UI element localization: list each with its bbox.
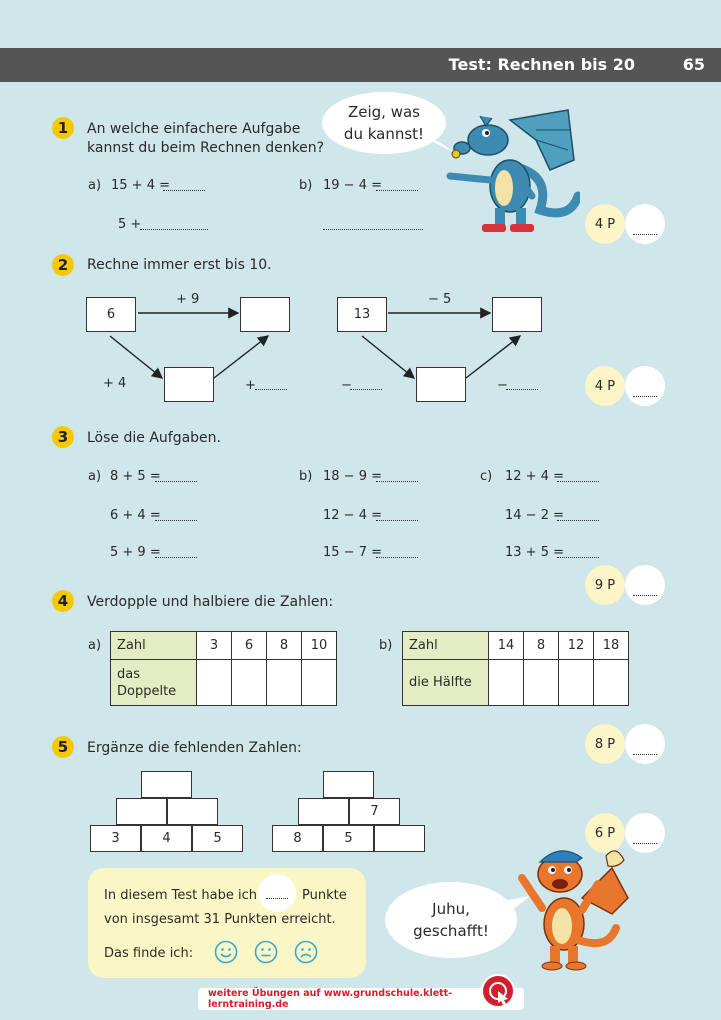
pyramid-right-top[interactable] <box>323 771 374 798</box>
task2-right-right-op: − <box>497 378 508 393</box>
task1-b-expression: 19 − 4 = <box>323 178 382 193</box>
smiley-neutral-icon[interactable] <box>254 940 278 964</box>
points-badge-task2: 4 P <box>585 366 625 406</box>
task-number-1: 1 <box>52 117 74 139</box>
points-score-task2[interactable] <box>625 366 665 406</box>
task2-right-left-op: − <box>341 378 352 393</box>
result-box <box>88 868 366 978</box>
task1-prompt-line1: An welche einfachere Aufgabe <box>87 121 301 137</box>
task4-b-answer-cell[interactable] <box>594 660 629 706</box>
task2-left-right-op-answer[interactable] <box>255 378 287 390</box>
task2-right-result-box[interactable] <box>492 297 542 332</box>
task-number-5: 5 <box>52 736 74 758</box>
speech-bubble-bottom <box>385 882 517 958</box>
task3-a-2-answer[interactable] <box>155 509 197 521</box>
speech-top-line1: Zeig, was <box>347 103 420 121</box>
task4-double-table <box>110 631 337 706</box>
task-number-4: 4 <box>52 590 74 612</box>
task2-right-start-box: 13 <box>337 297 387 332</box>
task4-a-answer-cell[interactable] <box>302 660 337 706</box>
task4-a-answer-cell[interactable] <box>197 660 232 706</box>
task4-b-row2-label: die Hälfte <box>403 660 489 706</box>
speech-bottom-line2: geschafft! <box>413 922 489 940</box>
task4-a-row2-line1: das <box>117 666 140 682</box>
task3-a-2: 6 + 4 = <box>110 508 161 523</box>
task4-a-row2-line2: Doppelte <box>117 683 177 699</box>
task4-a-answer-cell[interactable] <box>267 660 302 706</box>
pyramid-left-base: 4 <box>141 825 192 852</box>
task3-b-3: 15 − 7 = <box>323 545 382 560</box>
task3-a-1-answer[interactable] <box>155 470 197 482</box>
task4-a-value: 3 <box>197 632 232 660</box>
task3-a-1: 8 + 5 = <box>110 469 161 484</box>
result-line2: von insgesamt 31 Punkten erreicht. <box>104 912 336 927</box>
footer-text: weitere Übungen auf www.grundschule.klett-lerntraining.de <box>208 988 453 1010</box>
pyramid-left-middle[interactable] <box>167 798 218 825</box>
task3-prompt: Löse die Aufgaben. <box>87 430 221 446</box>
page-number: 65 <box>682 55 705 74</box>
task4-b-label: b) <box>379 638 393 653</box>
task4-a-head: Zahl <box>111 632 197 660</box>
points-badge-task4: 8 P <box>585 724 625 764</box>
task3-c-1-answer[interactable] <box>557 470 599 482</box>
task4-b-value: 14 <box>489 632 524 660</box>
points-badge-task3: 9 P <box>585 565 625 605</box>
task3-label-a: a) <box>88 469 102 484</box>
speech-top-line2: du kannst! <box>343 125 425 143</box>
smiley-happy-icon[interactable] <box>214 940 238 964</box>
task2-left-right-op: + <box>245 378 256 393</box>
task4-a-value: 10 <box>302 632 337 660</box>
points-badge-task1: 4 P <box>585 204 625 244</box>
task4-b-value: 12 <box>559 632 594 660</box>
pyramid-right-middle[interactable] <box>298 798 349 825</box>
result-line1-b: Punkte <box>302 888 347 903</box>
task3-c-3: 13 + 5 = <box>505 545 564 560</box>
task4-b-answer-cell[interactable] <box>489 660 524 706</box>
task3-a-3: 5 + 9 = <box>110 545 161 560</box>
task4-prompt: Verdopple und halbiere die Zahlen: <box>87 594 334 610</box>
task2-left-result-box[interactable] <box>240 297 290 332</box>
orange-dragon-icon <box>512 838 632 972</box>
task2-left-middle-box[interactable] <box>164 367 214 402</box>
page-title: Test: Rechnen bis 20 <box>448 55 635 74</box>
pyramid-right-middle: 7 <box>349 798 400 825</box>
task3-b-1: 18 − 9 = <box>323 469 382 484</box>
points-score-task3-line <box>633 595 657 596</box>
lerntraining-logo-icon[interactable] <box>480 973 516 1009</box>
task3-b-2: 12 − 4 = <box>323 508 382 523</box>
pyramid-left-base: 3 <box>90 825 141 852</box>
task3-b-3-answer[interactable] <box>376 546 418 558</box>
result-line1-a: In diesem Test habe ich <box>104 888 257 903</box>
task4-b-value: 8 <box>524 632 559 660</box>
task4-a-value: 8 <box>267 632 302 660</box>
task2-arrows <box>0 0 721 420</box>
points-score-task4-line <box>633 754 657 755</box>
points-score-task5-line <box>633 843 657 844</box>
pyramid-right-base: 8 <box>272 825 323 852</box>
task2-right-middle-box[interactable] <box>416 367 466 402</box>
task2-right-top-op: − 5 <box>428 292 452 307</box>
task-number-3: 3 <box>52 426 74 448</box>
task4-a-value: 6 <box>232 632 267 660</box>
result-score-line <box>266 898 288 899</box>
points-badge-task5: 6 P <box>585 813 625 853</box>
task5-prompt: Ergänze die fehlenden Zahlen: <box>87 740 302 756</box>
smiley-sad-icon[interactable] <box>294 940 318 964</box>
task3-c-3-answer[interactable] <box>557 546 599 558</box>
pyramid-right-base[interactable] <box>374 825 425 852</box>
task4-b-value: 18 <box>594 632 629 660</box>
task1-b-label: b) <box>299 178 313 193</box>
pyramid-left-middle[interactable] <box>116 798 167 825</box>
task3-label-b: b) <box>299 469 313 484</box>
task1-prompt-line2: kannst du beim Rechnen denken? <box>87 140 325 156</box>
pyramid-right-base: 5 <box>323 825 374 852</box>
points-score-task4[interactable] <box>625 724 665 764</box>
pyramid-left-base: 5 <box>192 825 243 852</box>
task1-a-expression: 15 + 4 = <box>111 178 170 193</box>
pyramid-left-top[interactable] <box>141 771 192 798</box>
task3-b-2-answer[interactable] <box>376 509 418 521</box>
task3-a-3-answer[interactable] <box>155 546 197 558</box>
task3-c-2: 14 − 2 = <box>505 508 564 523</box>
task3-label-c: c) <box>480 469 493 484</box>
task3-c-2-answer[interactable] <box>557 509 599 521</box>
result-score-field[interactable] <box>258 874 296 912</box>
task3-b-1-answer[interactable] <box>376 470 418 482</box>
task2-left-start-box: 6 <box>86 297 136 332</box>
task1-a-helper: 5 + <box>118 217 142 232</box>
task4-a-label: a) <box>88 638 102 653</box>
task4-b-answer-cell[interactable] <box>559 660 594 706</box>
task3-c-1: 12 + 4 = <box>505 469 564 484</box>
task2-prompt: Rechne immer erst bis 10. <box>87 257 272 273</box>
task4-a-answer-cell[interactable] <box>232 660 267 706</box>
task4-b-head: Zahl <box>403 632 489 660</box>
task4-b-answer-cell[interactable] <box>524 660 559 706</box>
points-score-task2-line <box>633 396 657 397</box>
points-score-task3[interactable] <box>625 565 665 605</box>
task-number-2: 2 <box>52 254 74 276</box>
task4-a-row2-label <box>111 660 197 706</box>
result-line3: Das finde ich: <box>104 946 194 961</box>
task1-a-label: a) <box>88 178 102 193</box>
task2-right-left-op-answer[interactable] <box>350 378 382 390</box>
speech-bottom-line1: Juhu, <box>432 900 470 918</box>
task2-left-left-op: + 4 <box>103 376 127 391</box>
footer-link[interactable] <box>198 988 524 1010</box>
task2-left-top-op: + 9 <box>176 292 200 307</box>
task4-half-table <box>402 631 629 706</box>
task2-right-right-op-answer[interactable] <box>506 378 538 390</box>
